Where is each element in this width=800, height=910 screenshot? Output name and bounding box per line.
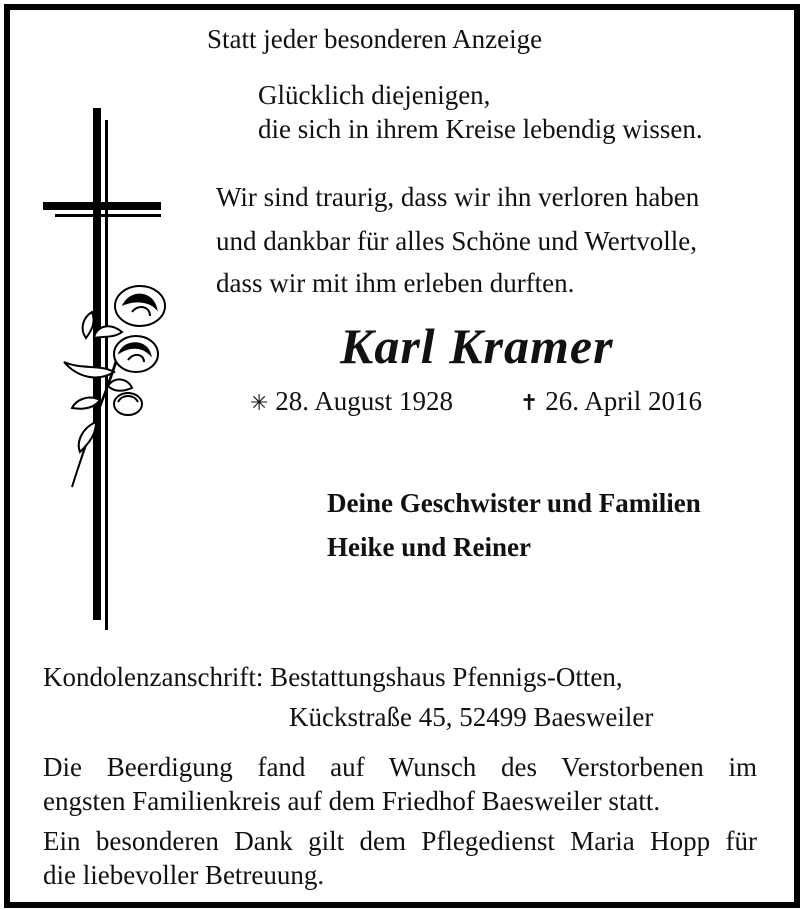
death-icon: ✝: [520, 391, 539, 416]
thanks-line-2: die liebevoller Betreuung.: [43, 860, 325, 890]
death-info: [520, 384, 702, 421]
rose-icon: [52, 282, 172, 492]
mourners-line-2: Heike und Reiner: [327, 532, 532, 562]
funeral-line-1: Die Beerdigung fand auf Wunsch des Verstorbenen im: [43, 752, 757, 782]
birth-icon: ✳: [250, 391, 269, 416]
birth-info: [250, 384, 453, 421]
message-line-3: dass wir mit ihm erleben durften.: [216, 268, 575, 298]
funeral-line-2: engsten Familienkreis auf dem Friedhof Baesweiler statt.: [43, 786, 661, 816]
death-date: 26. April 2016: [545, 386, 702, 416]
quote-line-2: die sich in ihrem Kreise lebendig wissen.: [258, 114, 703, 144]
message-line-2: und dankbar für alles Schöne und Wertvolle,: [216, 226, 697, 256]
mourners-line-1: Deine Geschwister und Familien: [327, 488, 701, 518]
heading: Statt jeder besonderen Anzeige: [207, 24, 543, 54]
condolence-line-2: Kückstraße 45, 52499 Baesweiler: [289, 702, 654, 732]
thanks-line-1: Ein besonderen Dank gilt dem Pflegedienst Maria Hopp für: [43, 826, 757, 856]
deceased-name: Karl Kramer: [340, 318, 614, 374]
birth-date: 28. August 1928: [275, 386, 453, 416]
message-line-1: Wir sind traurig, dass wir ihn verloren haben: [216, 182, 700, 212]
quote-line-1: Glücklich diejenigen,: [258, 80, 491, 110]
condolence-line-1: Kondolenzanschrift: Bestattungshaus Pfennigs-Otten,: [43, 662, 623, 692]
